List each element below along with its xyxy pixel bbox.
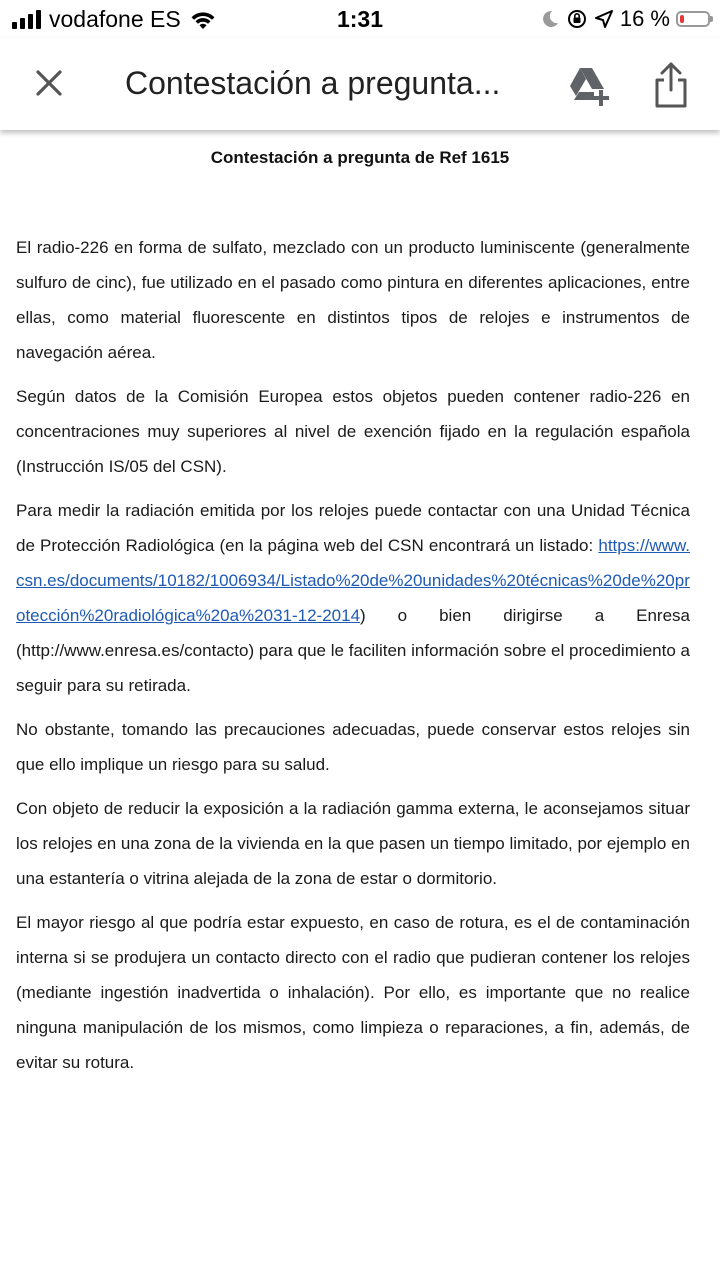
paragraph-3-outro: ) o bien dirigirse a Enresa (http://www.enresa.es/contacto) para que le faciliten información sobre el procedimiento a seguir para su retirada. [16,606,690,695]
document-title: Contestación a pregunta de Ref 1615 [210,148,510,167]
moon-icon [540,9,560,29]
battery-icon [676,11,710,27]
battery-percent: 16 % [619,6,670,31]
share-icon[interactable] [650,60,692,110]
csn-listing-link[interactable]: https://www.csn.es/documents/10182/1006934/Listado%20de%20unidades%20técnicas%20de%20protección%20radiológica%20a%2031-12-2014 [16,536,690,625]
close-icon[interactable] [28,62,70,104]
paragraph-4: No obstante, tomando las precauciones adecuadas, puede conservar estos relojes sin que ello implique un riesgo para su salud. [16,720,690,774]
orientation-lock-icon [566,8,588,30]
paragraph-2: Según datos de la Comisión Europea estos objetos pueden contener radio-226 en concentraciones muy superiores al nivel de exención fijado en la regulación española (Instrucción IS/05 del CSN). [16,387,690,476]
clock: 1:31 [336,6,384,32]
location-arrow-icon [594,9,614,29]
app-bar [0,38,720,130]
app-bar-title: Contestación a pregunta... [125,65,501,101]
paragraph-3-intro: Para medir la radiación emitida por los relojes puede contactar con una Unidad Técnica de Protección Radiológica (en la página web del CSN encontrará un listado: [16,501,690,555]
paragraph-1: El radio-226 en forma de sulfato, mezclado con un producto luminiscente (generalmente sulfuro de cinc), fue utilizado en el pasado como pintura en diferentes aplicaciones, entre ellas, como material fluorescente en distintos tipos de relojes e instrumentos de navegación aérea. [16,238,690,362]
document-body [16,230,690,1089]
drive-add-icon[interactable] [566,62,612,108]
paragraph-6: El mayor riesgo al que podría estar expuesto, en caso de rotura, es el de contaminación interna si se produjera un contacto directo con el radio que pudieran contener los relojes (mediante ingestión inadvertida o inhalación). Por ello, es importante que no realice ninguna manipulación de los mismos, como limpieza o reparaciones, a fin, además, de evitar su rotura. [16,913,690,1072]
status-bar [0,0,720,38]
paragraph-3 [16,493,690,703]
battery-level-fill [680,15,684,23]
status-bar-right [540,4,710,34]
carrier-name: vodafone ES [49,5,181,32]
document-viewer[interactable] [0,130,720,1280]
paragraph-5: Con objeto de reducir la exposición a la radiación gamma externa, le aconsejamos situar los relojes en una zona de la vivienda en la que pasen un tiempo limitado, por ejemplo en una estantería o vitrina alejada de la zona de estar o dormitorio. [16,799,690,888]
